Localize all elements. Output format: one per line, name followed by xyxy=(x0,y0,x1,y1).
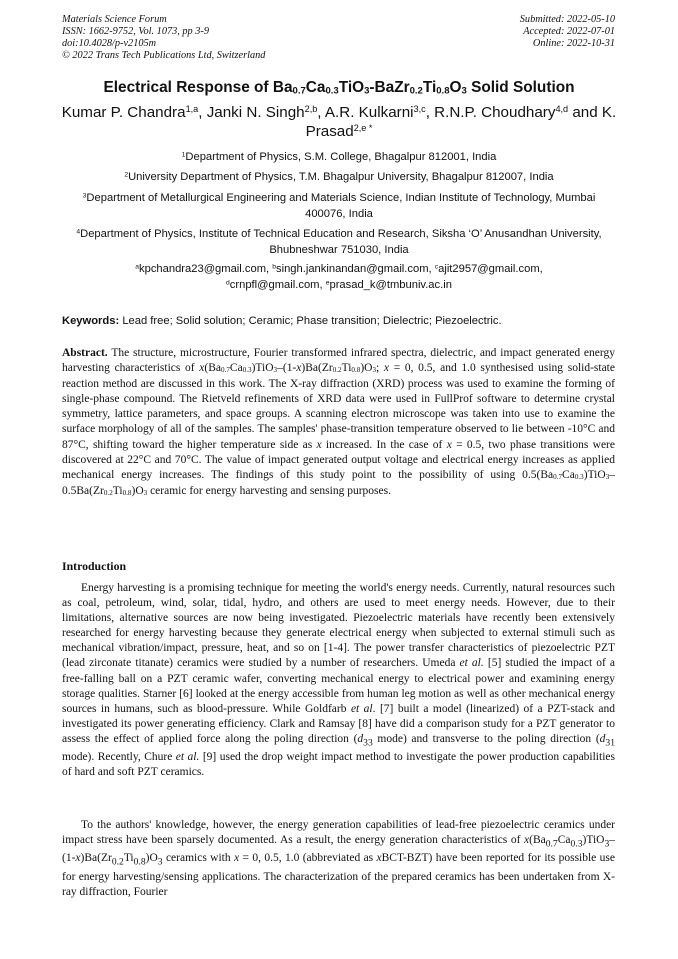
keywords xyxy=(62,314,616,329)
accepted-date: Accepted: 2022-07-01 xyxy=(523,26,615,37)
submitted-date: Submitted: 2022-05-10 xyxy=(519,14,615,25)
affiliation: $^1$Department of Physics, S.M. College, Bhagalpur 812001, India xyxy=(181,151,497,163)
keywords-label: Keywords: xyxy=(62,315,120,327)
author-list: Kumar P. Chandra$^{1,a}$, Janki N. Singh$^{2,b}$, A.R. Kulkarni$^{3,c}$, R.N.P. Choudhary$^{4,d}$ and K. Prasad$^{2,e *}$ xyxy=(61,103,617,140)
copyright: © 2022 Trans Tech Publications Ltd, Switzerland xyxy=(62,50,266,61)
email-link[interactable]: $^c$ajit2957@gmail.com xyxy=(434,263,540,275)
body-paragraph: Energy harvesting is a promising technique for meeting the world's energy needs. Currently, natural resources such as coal, petroleum, wind, solar, tidal, hydro, and others are used to meet energy needs. However, due to their limitations, alternative sources are now being investigated. Piezoelectric materials have recently been extensively researched for energy harvesting because they generate electrical energy when subjected to external stimuli such as mechanical vibration/impact, pressure, heat, and so on [1-4]. The power transfer characteristics of piezoelectric PZT (lead zirconate titanate) ceramics were studied by a number of researchers. Umeda et al. [5] studied the impact of a free-falling ball on a PZT ceramic wafer, converting mechanical energy to electrical power and examining energy storage qualities. Starner [6] looked at the energy accessible from human leg motion as well as other mechanical energy sources in humans, such as blood-pressure. While Goldfarb et al. [7] built a model (linearized) of a PZT-stack and investigated its power generating efficiency. Clark and Ramsay [8] have did a comparison study for a PZT generator to assess the effect of applied force along the poling direction ($d_{33}$ mode) and transverse to the poling direction ($d_{31}$ mode). Recently, Chure et al. [9] used the drop weight impact method to investigate the power production capabilities of hard and soft PZT ceramics. xyxy=(62,582,616,779)
issn-volume: ISSN: 1662-9752, Vol. 1073, pp 3-9 xyxy=(62,26,210,37)
affiliation: $^2$University Department of Physics, T.M. Bhagalpur University, Bhagalpur 812007, India xyxy=(124,171,554,183)
author: Kumar P. Chandra$^{1,a}$ xyxy=(61,103,199,121)
online-date: Online: 2022-10-31 xyxy=(532,38,615,49)
keywords-text: Lead free; Solid solution; Ceramic; Phase transition; Dielectric; Piezoelectric. xyxy=(122,315,502,327)
paper-title: Electrical Response of $Ba_{0.7}Ca_{0.3}TiO_3-BaZr_{0.2}Ti_{0.8}O_3$ Solid Solution xyxy=(103,79,575,97)
journal-info xyxy=(62,14,265,62)
journal-name: Materials Science Forum xyxy=(62,14,167,25)
abstract-label: Abstract. xyxy=(62,347,108,359)
abstract: Abstract. The structure, microstructure, Fourier transformed infrared spectra, dielectric, and impact generated energy harvesting characteristics of $x(Ba_{0.7}Ca_{0.3})TiO_3-(1-x)Ba(Zr_{0.2}Ti_{0.8})O_3$; x = 0, 0.5, and 1.0 synthesised using solid-state reaction method are discussed in this work. The X-ray diffraction (XRD) process was used to examine the forming of single-phase compound. The Rietveld refinements of XRD data were used in FullProf software to determine crystal symmetry, lattice parameters, and space groups. A scanning electron microscope was taken into use to examine the surface morphology of all of the samples. The samples' phase-transition temperature observed to lie between -10°C and 87°C, shifting toward the higher temperature side as x increased. In the case of x = 0.5, two phase transitions were discovered at 22°C and 70°C. The value of impact generated output voltage and electrical energy increases as applied mechanical energy increases. The findings of this study point to the possibility of using $0.5(Ba_{0.7}Ca_{0.3})TiO_3-0.5Ba(Zr_{0.2}Ti_{0.8})O_3$ ceramic for energy harvesting and sensing purposes. xyxy=(62,347,615,497)
author: K. Prasad$^{2,e *}$ xyxy=(305,104,617,140)
email-link[interactable]: $^b$singh.jankinandan@gmail.com xyxy=(272,263,429,275)
doi[interactable]: doi:10.4028/p-v2105m xyxy=(62,38,157,49)
author: R.N.P. Choudhary$^{4,d}$ xyxy=(434,103,569,121)
author: A.R. Kulkarni$^{3,c}$ xyxy=(324,103,426,121)
affiliation: $^4$Department of Physics, Institute of Technical Education and Research, Siksha ‘O’ Anusandhan University, Bhubneshwar 751030, India xyxy=(76,228,602,256)
affiliation: $^3$Department of Metallurgical Engineering and Materials Science, Indian Institute of Technology, Mumbai 400076, India xyxy=(82,192,596,220)
body-paragraph: To the authors' knowledge, however, the energy generation capabilities of lead-free piezoelectric ceramics under impact stress have been sparsely documented. As a result, the energy generation characteristics of $x(Ba_{0.7}Ca_{0.3})TiO_3-(1-x)Ba(Zr_{0.2}Ti_{0.8})O_3$ ceramics with x = 0, 0.5, 1.0 (abbreviated as xBCT-BZT) have been reported for its possible use for energy harvesting/sensing applications. The characterization of the prepared ceramics has been undertaken from X-ray diffraction, Fourier xyxy=(62,819,615,898)
email-link[interactable]: $^d$crnpfl@gmail.com xyxy=(226,278,320,291)
author: Janki N. Singh$^{2,b}$ xyxy=(206,103,318,121)
publication-dates xyxy=(520,14,615,50)
email-link[interactable]: $^a$kpchandra23@gmail.com xyxy=(135,263,267,275)
email-link[interactable]: $^e$prasad_k@tmbuniv.ac.in xyxy=(325,278,452,291)
section-heading-introduction: Introduction xyxy=(62,559,127,573)
email-list: $^a$kpchandra23@gmail.com, $^b$singh.jankinandan@gmail.com, $^c$ajit2957@gmail.com, $^d$crnpfl@gmail.com, $^e$prasad_k@tmbuniv.ac.in xyxy=(135,263,543,291)
